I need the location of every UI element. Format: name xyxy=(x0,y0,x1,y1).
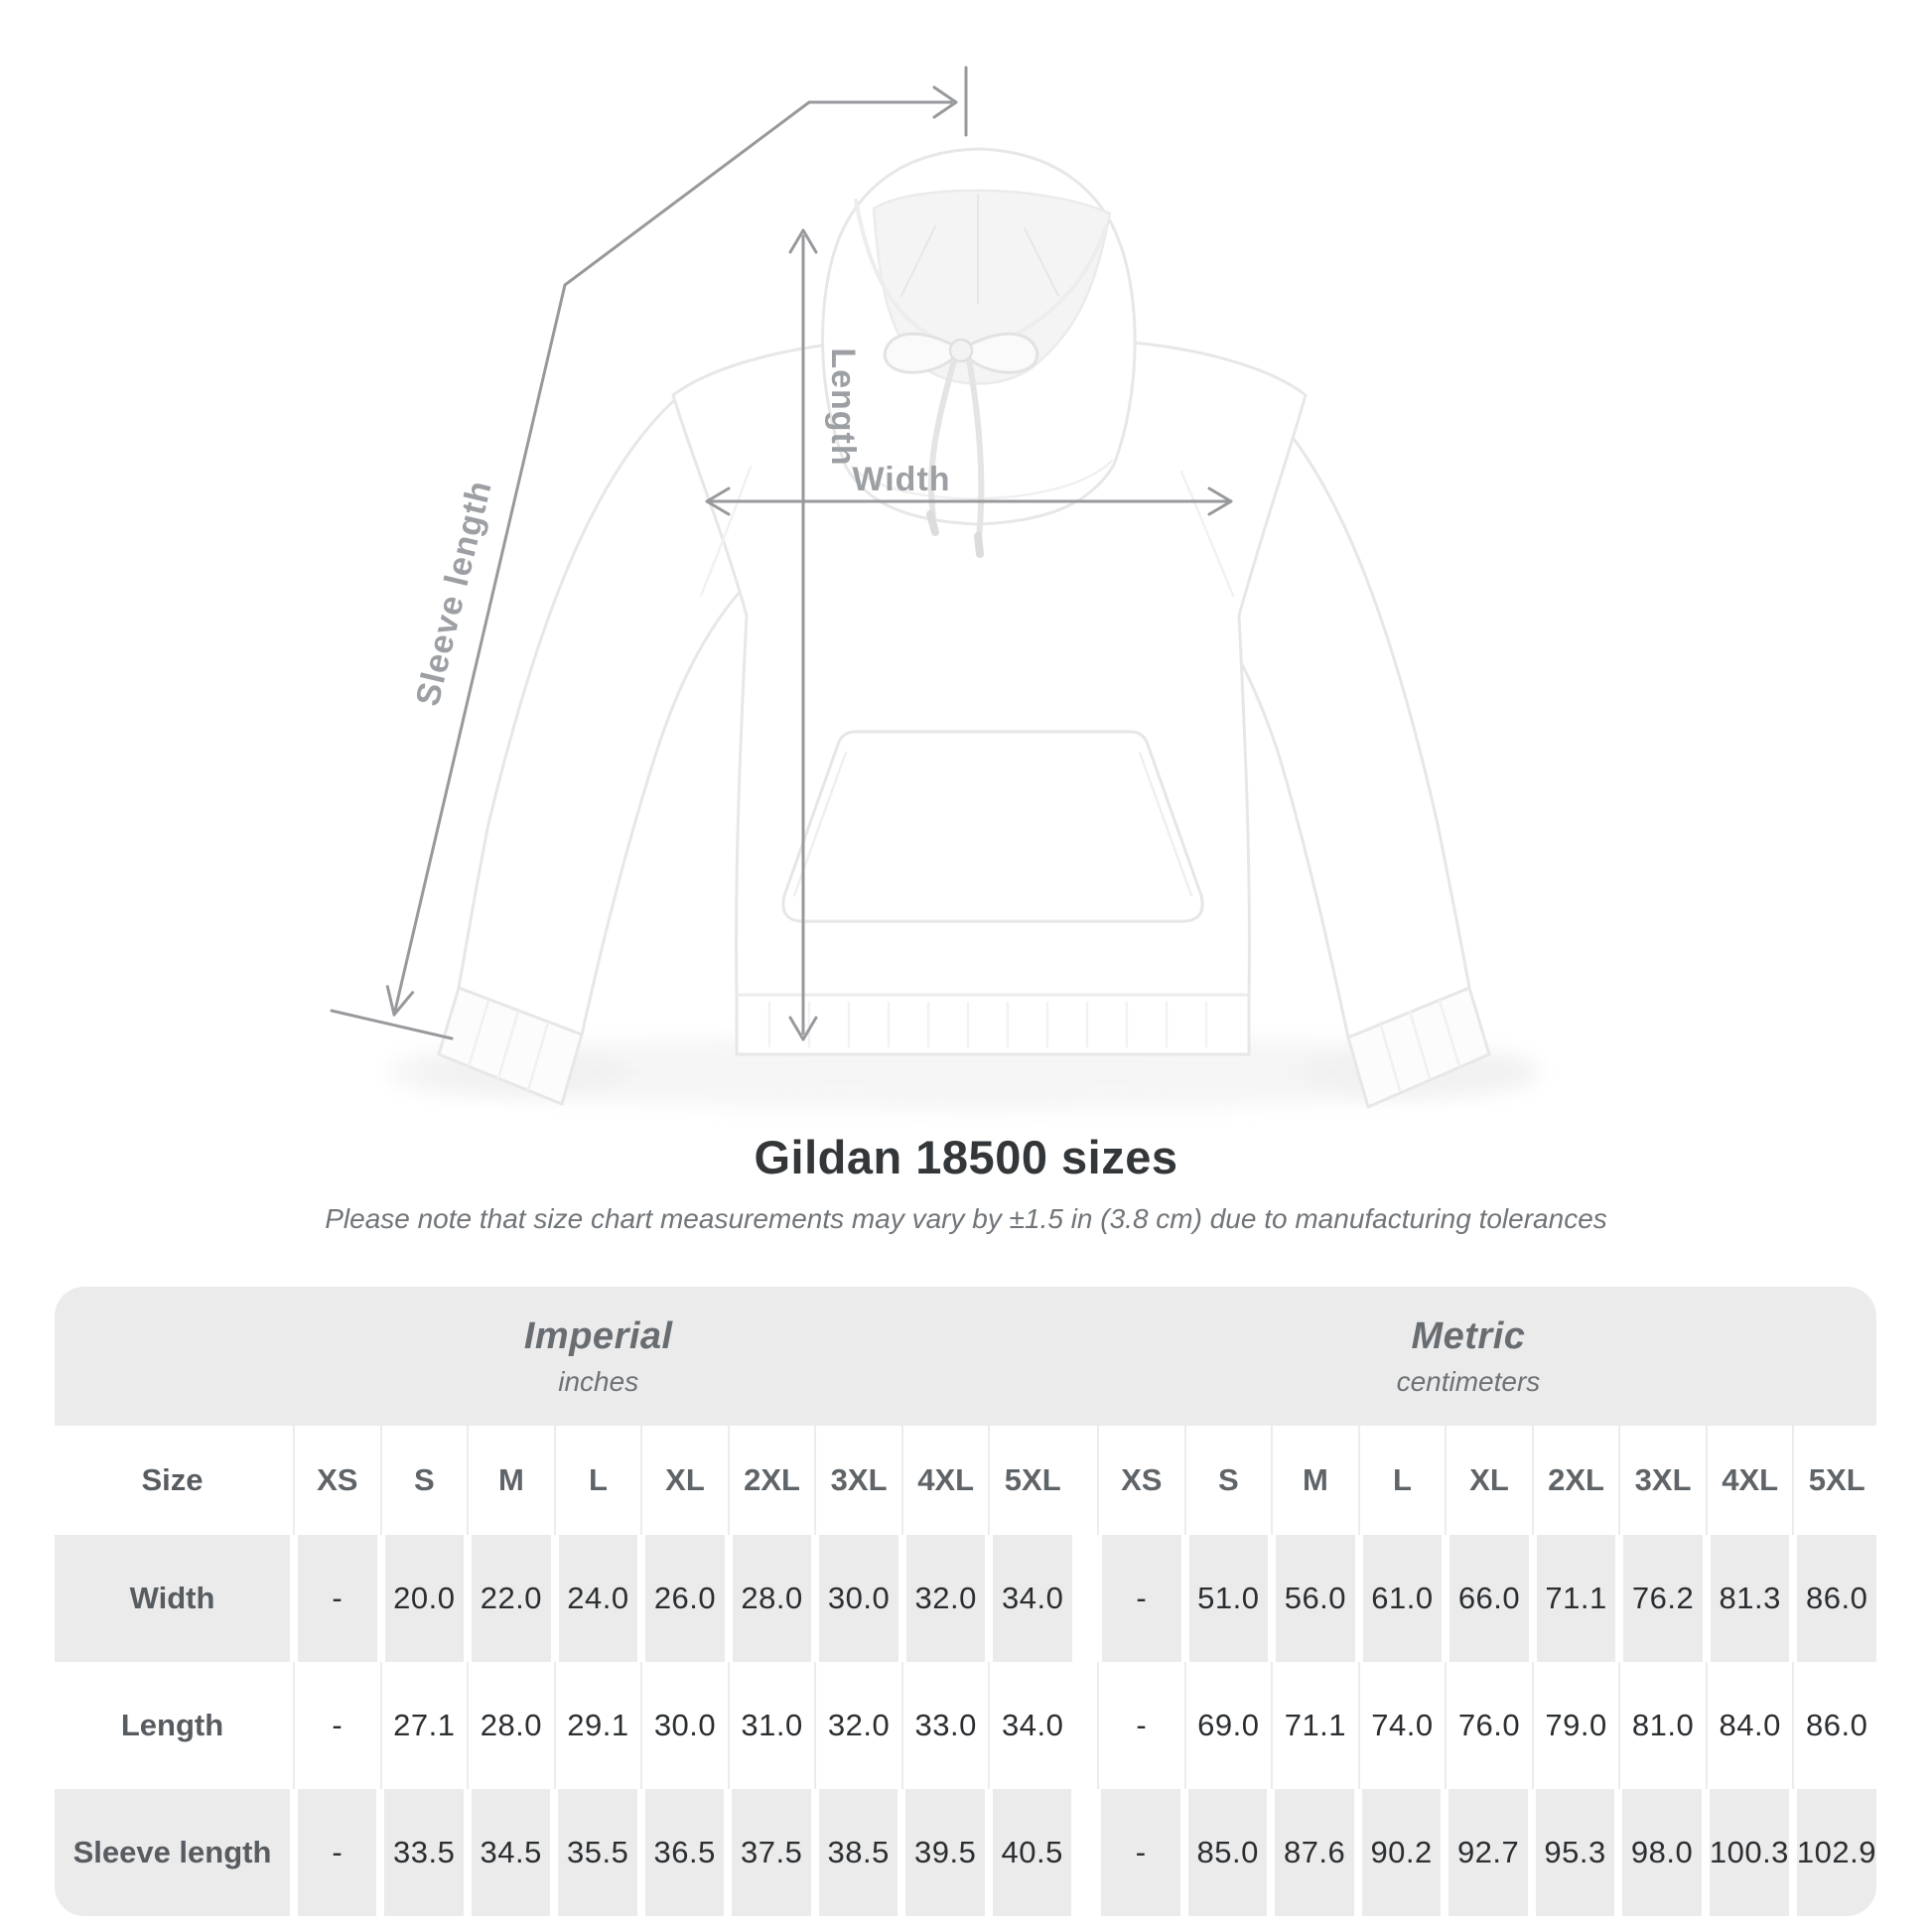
col-header-imperial-s: S xyxy=(385,1426,465,1535)
sleeve-metric-3xl: 98.0 xyxy=(1622,1789,1702,1916)
length-measure-label: Length xyxy=(824,347,862,467)
width-metric-2xl: 71.1 xyxy=(1537,1535,1616,1662)
width-imperial-3xl: 30.0 xyxy=(819,1535,898,1662)
length-imperial-5xl: 34.0 xyxy=(993,1662,1072,1789)
length-imperial-2xl: 31.0 xyxy=(733,1662,812,1789)
width-imperial-l: 24.0 xyxy=(559,1535,638,1662)
length-metric-l: 74.0 xyxy=(1363,1662,1443,1789)
group-gap xyxy=(1080,1662,1094,1789)
sleeve-imperial-xs: - xyxy=(298,1789,376,1916)
col-header-imperial-5xl: 5XL xyxy=(993,1426,1072,1535)
col-header-metric-xs: XS xyxy=(1102,1426,1181,1535)
col-header-imperial-xs: XS xyxy=(298,1426,377,1535)
col-header-metric-3xl: 3XL xyxy=(1623,1426,1703,1535)
length-imperial-s: 27.1 xyxy=(385,1662,465,1789)
page-subtitle: Please note that size chart measurements may vary by ±1.5 in (3.8 cm) due to manufacturing tolerances xyxy=(325,1203,1607,1234)
sleeve-imperial-s: 33.5 xyxy=(384,1789,463,1916)
col-header-metric-m: M xyxy=(1276,1426,1355,1535)
sleeve-imperial-m: 34.5 xyxy=(472,1789,551,1916)
length-metric-5xl: 86.0 xyxy=(1797,1662,1876,1789)
sleeve-metric-4xl: 100.3 xyxy=(1710,1789,1789,1916)
row-label-width: Width xyxy=(55,1535,290,1662)
width-imperial-2xl: 28.0 xyxy=(733,1535,812,1662)
col-header-imperial-3xl: 3XL xyxy=(819,1426,898,1535)
col-header-imperial-xl: XL xyxy=(645,1426,725,1535)
length-metric-2xl: 79.0 xyxy=(1537,1662,1616,1789)
sleeve-metric-s: 85.0 xyxy=(1188,1789,1268,1916)
sleeve-imperial-xl: 36.5 xyxy=(645,1789,724,1916)
width-imperial-5xl: 34.0 xyxy=(993,1535,1072,1662)
metric-group-header xyxy=(1142,1287,1794,1426)
col-header-metric-s: S xyxy=(1189,1426,1269,1535)
length-imperial-xl: 30.0 xyxy=(645,1662,725,1789)
metric-group-unit: centimeters xyxy=(1396,1365,1541,1397)
row-label-sleeve-length: Sleeve length xyxy=(55,1789,290,1916)
width-imperial-s: 20.0 xyxy=(385,1535,465,1662)
group-gap xyxy=(1079,1789,1093,1916)
length-imperial-3xl: 32.0 xyxy=(819,1662,898,1789)
metric-group-label: Metric xyxy=(1411,1314,1526,1357)
hoodie-photo xyxy=(439,149,1489,1107)
size-col-header: Size xyxy=(141,1462,204,1497)
row-label-length: Length xyxy=(120,1708,224,1742)
width-metric-m: 56.0 xyxy=(1276,1535,1355,1662)
col-header-metric-xl: XL xyxy=(1449,1426,1529,1535)
sleeve-imperial-3xl: 38.5 xyxy=(819,1789,897,1916)
length-metric-xs: - xyxy=(1102,1662,1181,1789)
imperial-group-label: Imperial xyxy=(523,1314,673,1357)
col-header-imperial-m: M xyxy=(472,1426,551,1535)
width-metric-3xl: 76.2 xyxy=(1623,1535,1703,1662)
length-metric-s: 69.0 xyxy=(1189,1662,1269,1789)
sleeve-metric-l: 90.2 xyxy=(1362,1789,1441,1916)
imperial-group-unit: inches xyxy=(558,1365,639,1397)
col-header-imperial-2xl: 2XL xyxy=(733,1426,812,1535)
unit-group-band xyxy=(55,1287,1876,1426)
sleeve-imperial-4xl: 39.5 xyxy=(905,1789,985,1916)
sleeve-imperial-5xl: 40.5 xyxy=(993,1789,1071,1916)
hoodie-pocket xyxy=(783,732,1202,921)
sleeve-length-measure-label: Sleeve length xyxy=(408,477,499,710)
col-header-metric-5xl: 5XL xyxy=(1797,1426,1876,1535)
col-header-metric-l: L xyxy=(1363,1426,1443,1535)
table-row-width xyxy=(55,1535,1876,1662)
length-imperial-xs: - xyxy=(298,1662,377,1789)
length-imperial-4xl: 33.0 xyxy=(906,1662,986,1789)
width-metric-xs: - xyxy=(1102,1535,1181,1662)
width-imperial-xs: - xyxy=(298,1535,377,1662)
length-imperial-m: 28.0 xyxy=(472,1662,551,1789)
width-metric-l: 61.0 xyxy=(1363,1535,1443,1662)
width-imperial-m: 22.0 xyxy=(472,1535,551,1662)
sleeve-imperial-l: 35.5 xyxy=(558,1789,636,1916)
sleeve-metric-xl: 92.7 xyxy=(1449,1789,1528,1916)
width-measure-label: Width xyxy=(852,461,951,498)
length-metric-m: 71.1 xyxy=(1276,1662,1355,1789)
col-header-imperial-l: L xyxy=(559,1426,638,1535)
length-metric-xl: 76.0 xyxy=(1449,1662,1529,1789)
width-metric-4xl: 81.3 xyxy=(1711,1535,1790,1662)
length-metric-4xl: 84.0 xyxy=(1711,1662,1790,1789)
width-metric-s: 51.0 xyxy=(1189,1535,1269,1662)
page-title: Gildan 18500 sizes xyxy=(754,1131,1178,1183)
length-imperial-l: 29.1 xyxy=(559,1662,638,1789)
group-gap xyxy=(1080,1426,1094,1535)
table-row-sleeve-length xyxy=(55,1789,1876,1916)
length-metric-3xl: 81.0 xyxy=(1623,1662,1703,1789)
col-header-metric-2xl: 2XL xyxy=(1537,1426,1616,1535)
width-imperial-xl: 26.0 xyxy=(645,1535,725,1662)
size-header-row xyxy=(55,1426,1876,1535)
sleeve-metric-m: 87.6 xyxy=(1275,1789,1353,1916)
width-metric-5xl: 86.0 xyxy=(1797,1535,1876,1662)
col-header-metric-4xl: 4XL xyxy=(1711,1426,1790,1535)
width-metric-xl: 66.0 xyxy=(1449,1535,1529,1662)
width-imperial-4xl: 32.0 xyxy=(906,1535,986,1662)
sleeve-metric-2xl: 95.3 xyxy=(1536,1789,1614,1916)
group-gap xyxy=(1080,1535,1094,1662)
sleeve-imperial-2xl: 37.5 xyxy=(732,1789,811,1916)
size-table xyxy=(55,1287,1876,1916)
table-row-length xyxy=(55,1662,1876,1789)
sleeve-metric-5xl: 102.9 xyxy=(1797,1789,1876,1916)
col-header-imperial-4xl: 4XL xyxy=(906,1426,986,1535)
imperial-group-header xyxy=(55,1287,1142,1426)
sleeve-metric-xs: - xyxy=(1101,1789,1179,1916)
